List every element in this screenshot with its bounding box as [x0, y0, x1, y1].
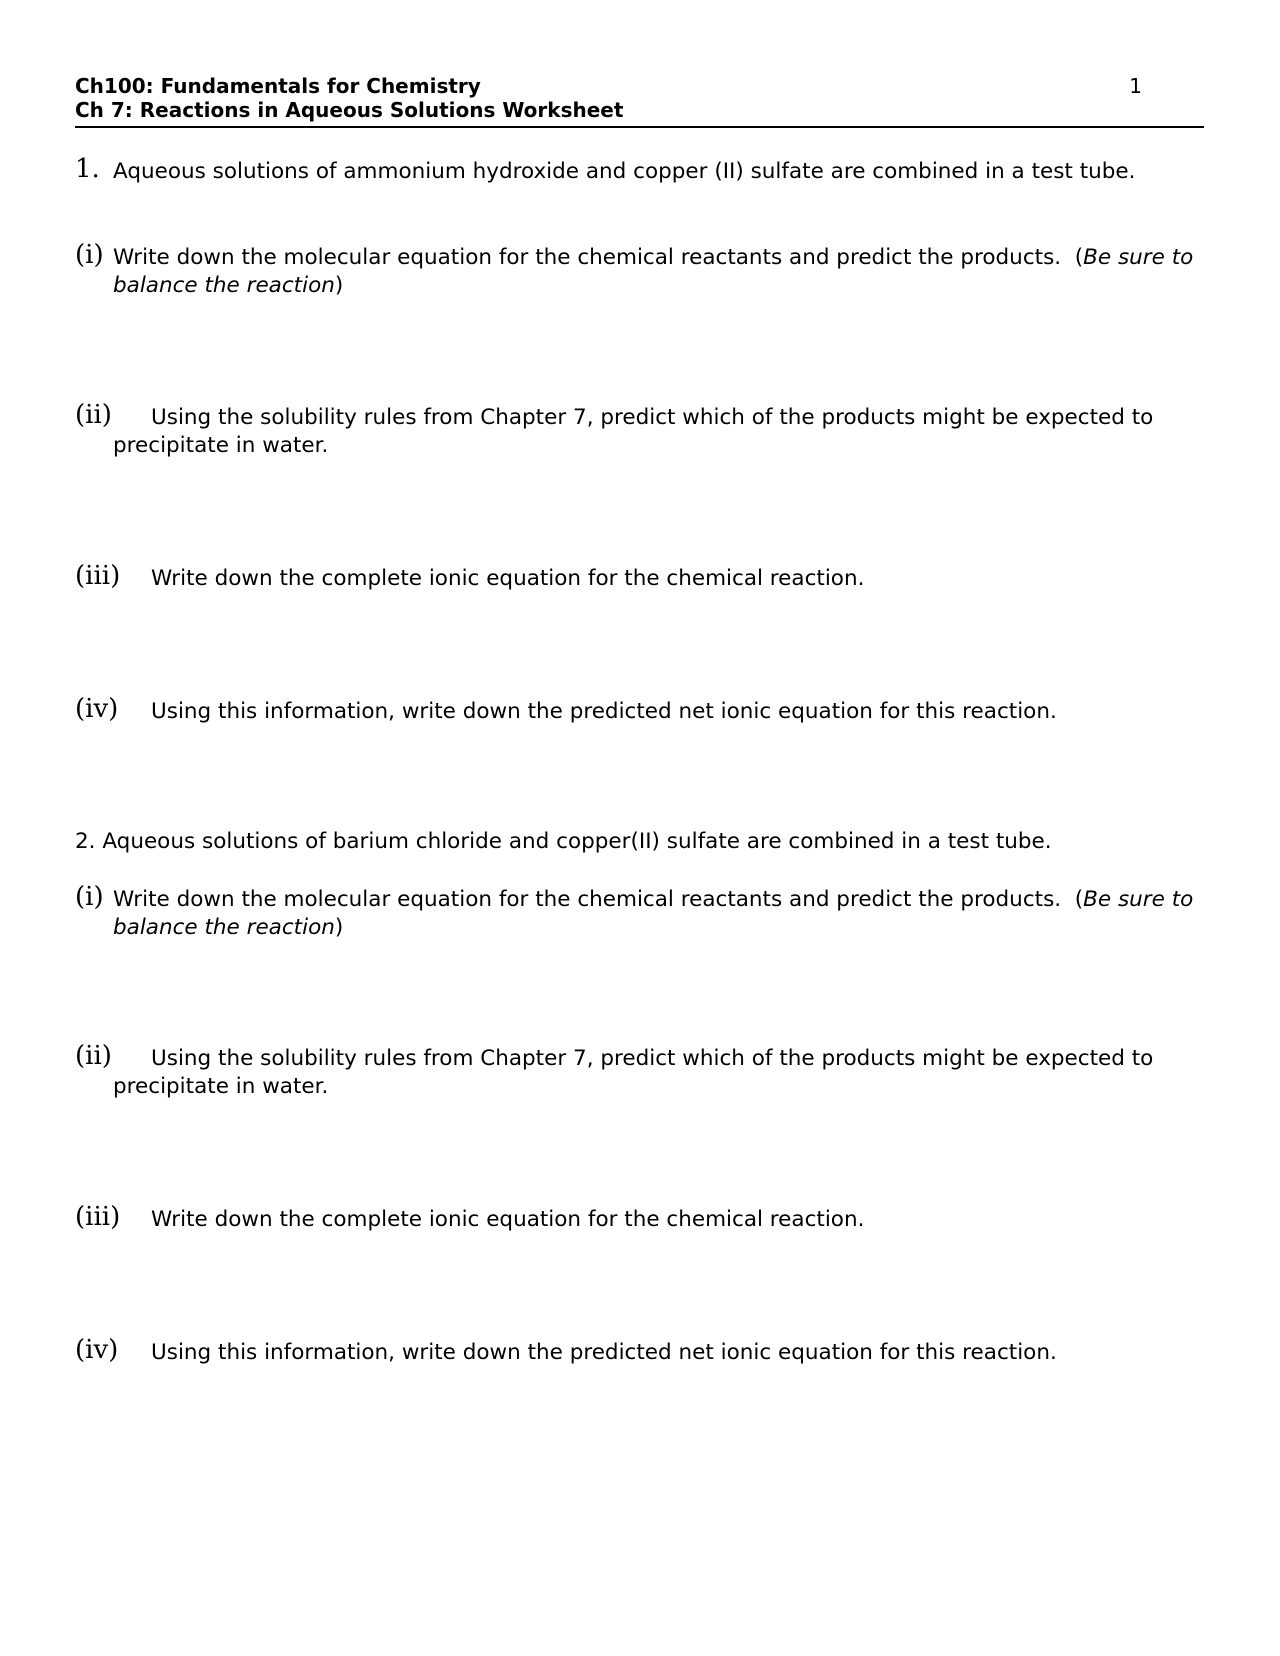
question-1-part-iii: [75, 561, 1210, 593]
paren-open: (: [1074, 887, 1084, 912]
question-2: [75, 828, 1210, 856]
question-2-prompt: 2. Aqueous solutions of barium chloride and copper(II) sulfate are combined in a test tube.: [75, 829, 1052, 854]
part-i-instruction: Write down the molecular equation for the chemical reactants and predict the products.: [113, 245, 1062, 270]
question-2-part-ii: [75, 1041, 1210, 1101]
question-1: [75, 154, 1210, 186]
part-ii-text: [113, 404, 1210, 460]
question-2-part-iv: [75, 1335, 1210, 1367]
part-iii-text: [113, 565, 1210, 593]
part-marker: (i): [75, 240, 104, 270]
part-iii-instruction: Write down the complete ionic equation for the chemical reaction.: [151, 566, 865, 591]
part-ii-instruction: Using the solubility rules from Chapter 7, predict which of the products might be expected to precipitate in water.: [113, 405, 1154, 458]
page-header: [75, 74, 1204, 128]
paren-open: (: [1074, 245, 1084, 270]
question-1-part-i: [75, 240, 1210, 300]
balance-note: Be sure to balance the reaction: [113, 245, 1194, 298]
part-marker: (iii): [75, 1202, 121, 1232]
part-iv-instruction: Using this information, write down the predicted net ionic equation for this reaction.: [151, 699, 1057, 724]
question-2-part-iii: [75, 1202, 1210, 1234]
worksheet-title: Ch 7: Reactions in Aqueous Solutions Worksheet: [75, 98, 624, 122]
question-1-part-ii: [75, 400, 1210, 460]
part-marker: (iv): [75, 1335, 119, 1365]
part-iv-instruction: Using this information, write down the predicted net ionic equation for this reaction.: [151, 1340, 1057, 1365]
part-iii-instruction: Write down the complete ionic equation for the chemical reaction.: [151, 1207, 865, 1232]
paren-close: ): [334, 915, 344, 940]
part-iv-text: [113, 698, 1210, 726]
part-i-text: [113, 886, 1210, 942]
part-marker: (ii): [75, 1041, 112, 1071]
part-i-text: [113, 244, 1210, 300]
part-marker: (ii): [75, 400, 112, 430]
part-ii-text: [113, 1045, 1210, 1101]
question-1-prompt: Aqueous solutions of ammonium hydroxide and copper (II) sulfate are combined in a test tube.: [113, 159, 1136, 184]
paren-close: ): [334, 273, 344, 298]
part-marker: (iii): [75, 561, 121, 591]
question-2-part-i: [75, 882, 1210, 942]
balance-note: Be sure to balance the reaction: [113, 887, 1194, 940]
page-number: 1: [1129, 74, 1142, 98]
part-ii-instruction: Using the solubility rules from Chapter 7, predict which of the products might be expected to precipitate in water.: [113, 1046, 1154, 1099]
part-iv-text: [113, 1339, 1210, 1367]
question-1-number: 1.: [75, 154, 100, 184]
part-marker: (iv): [75, 694, 119, 724]
part-marker: (i): [75, 882, 104, 912]
question-1-part-iv: [75, 694, 1210, 726]
part-i-instruction: Write down the molecular equation for the chemical reactants and predict the products.: [113, 887, 1062, 912]
course-title: Ch100: Fundamentals for Chemistry: [75, 74, 481, 98]
part-iii-text: [113, 1206, 1210, 1234]
